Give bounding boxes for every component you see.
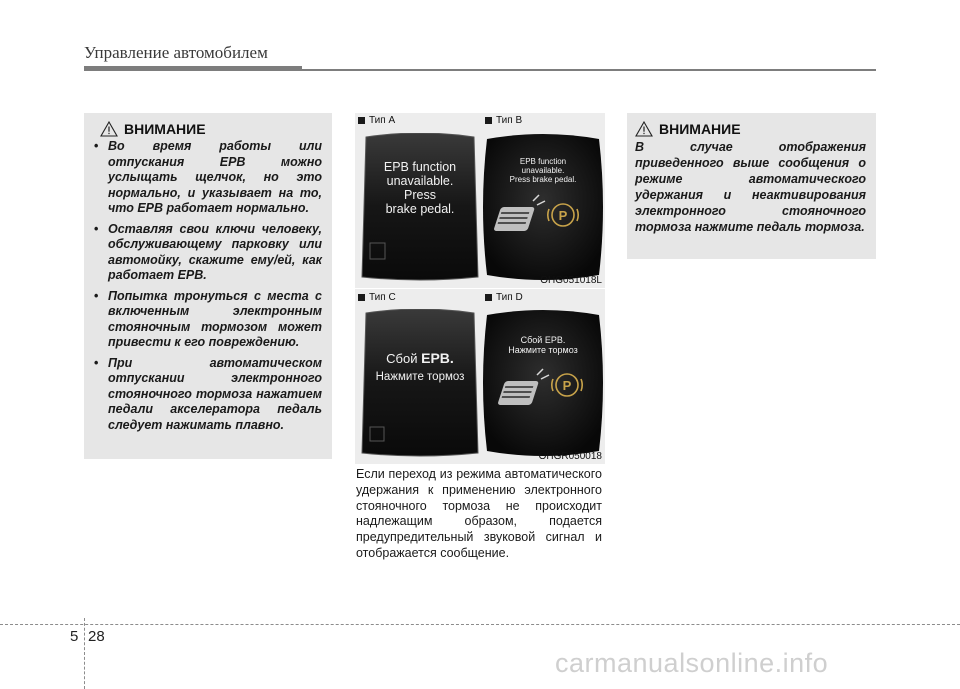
warning-title-text: ВНИМАНИЕ xyxy=(659,121,741,137)
warning-right-text: В случае отображения приведенного выше сообщения о режиме автоматического удержания и неактивирования электронного стояночного тормоза нажмите педаль тормоза. xyxy=(635,140,866,234)
warning-bullet: • При автоматическом отпускании электронного стояночного тормоза нажатием педали акселератора педаль следует нажимать плавно. xyxy=(92,356,322,434)
label-type-a-text: Тип A xyxy=(369,115,396,126)
footer-vertical-rule xyxy=(84,618,85,689)
warning-box-left xyxy=(84,113,332,459)
section-number: 5 xyxy=(70,628,79,645)
screen-a-line: EPB function xyxy=(383,160,457,174)
square-bullet-icon xyxy=(485,117,492,124)
warning-title-left xyxy=(100,121,322,137)
body-paragraph: Если переход из режима автоматического удержания к применению электронного стояночного тормоза не происходит надлежащим образом, подается предупредительный звуковой сигнал и отображается сообщение. xyxy=(356,467,602,560)
screen-c-line2: Нажмите тормоз xyxy=(375,371,465,383)
screen-c-line1-bold: EPB. xyxy=(421,350,454,366)
screen-b-line: EPB function xyxy=(519,157,567,166)
watermark: carmanualsonline.info xyxy=(555,648,829,678)
label-type-b-text: Тип B xyxy=(496,115,523,126)
page-header-title: Управление автомобилем xyxy=(84,43,268,62)
warning-bullet: • Во время работы или отпускания EPB можно услыщать щелчок, но это нормально, и указывает на то, что EPB работает нормально. xyxy=(92,139,322,217)
screen-c-line1 xyxy=(365,349,475,368)
svg-text:P: P xyxy=(558,208,568,223)
header-rule-thin xyxy=(302,69,876,71)
square-bullet-icon xyxy=(358,117,365,124)
screen-b-message xyxy=(493,157,593,184)
screen-a-line: unavailable. xyxy=(386,174,454,188)
square-bullet-icon xyxy=(485,294,492,301)
warning-bullet-list xyxy=(92,139,322,433)
label-type-c xyxy=(358,292,396,303)
warning-title-text: ВНИМАНИЕ xyxy=(124,121,206,137)
warning-title-right xyxy=(635,121,866,137)
footer-rule xyxy=(0,624,960,625)
warning-triangle-icon xyxy=(635,121,653,137)
label-type-a xyxy=(358,115,395,126)
screen-a-message xyxy=(365,160,475,216)
screen-d-line: Нажмите тормоз xyxy=(508,345,578,355)
screen-a-line: Press xyxy=(404,188,436,202)
screen-c-message xyxy=(365,349,475,386)
screen-a-line: brake pedal. xyxy=(385,202,455,216)
page-number: 28 xyxy=(88,628,105,645)
square-bullet-icon xyxy=(358,294,365,301)
label-type-b xyxy=(485,115,522,126)
header-rule-thick xyxy=(84,66,302,71)
screen-d-line: Сбой EPB. xyxy=(520,335,566,345)
figure-top xyxy=(355,113,605,288)
label-type-c-text: Тип C xyxy=(369,292,396,303)
label-type-d xyxy=(485,292,523,303)
warning-bullet: • Оставляя свои ключи человеку, обслуживающему парковку или автомойку, скажите ему/ей, как работает EPB. xyxy=(92,222,322,284)
screen-b-line: Press brake pedal. xyxy=(509,175,577,184)
cluster-screen-d xyxy=(483,309,603,457)
figure-bottom xyxy=(355,289,605,464)
warning-triangle-icon xyxy=(100,121,118,137)
label-type-d-text: Тип D xyxy=(496,292,523,303)
figure-code-bottom: OHGR050018 xyxy=(538,451,602,462)
warning-box-right xyxy=(627,113,876,259)
screen-b-line: unavailable. xyxy=(521,166,565,175)
cluster-screen-b xyxy=(483,133,603,281)
figure-code-top: OHG051018L xyxy=(540,275,602,286)
screen-d-message xyxy=(495,335,591,355)
screen-c-line1-text: Сбой xyxy=(386,351,418,366)
warning-bullet: • Попытка тронуться с места с включенным электронным стояночным тормозом может привести к его повреждению. xyxy=(92,289,322,351)
svg-text:P: P xyxy=(562,378,572,393)
